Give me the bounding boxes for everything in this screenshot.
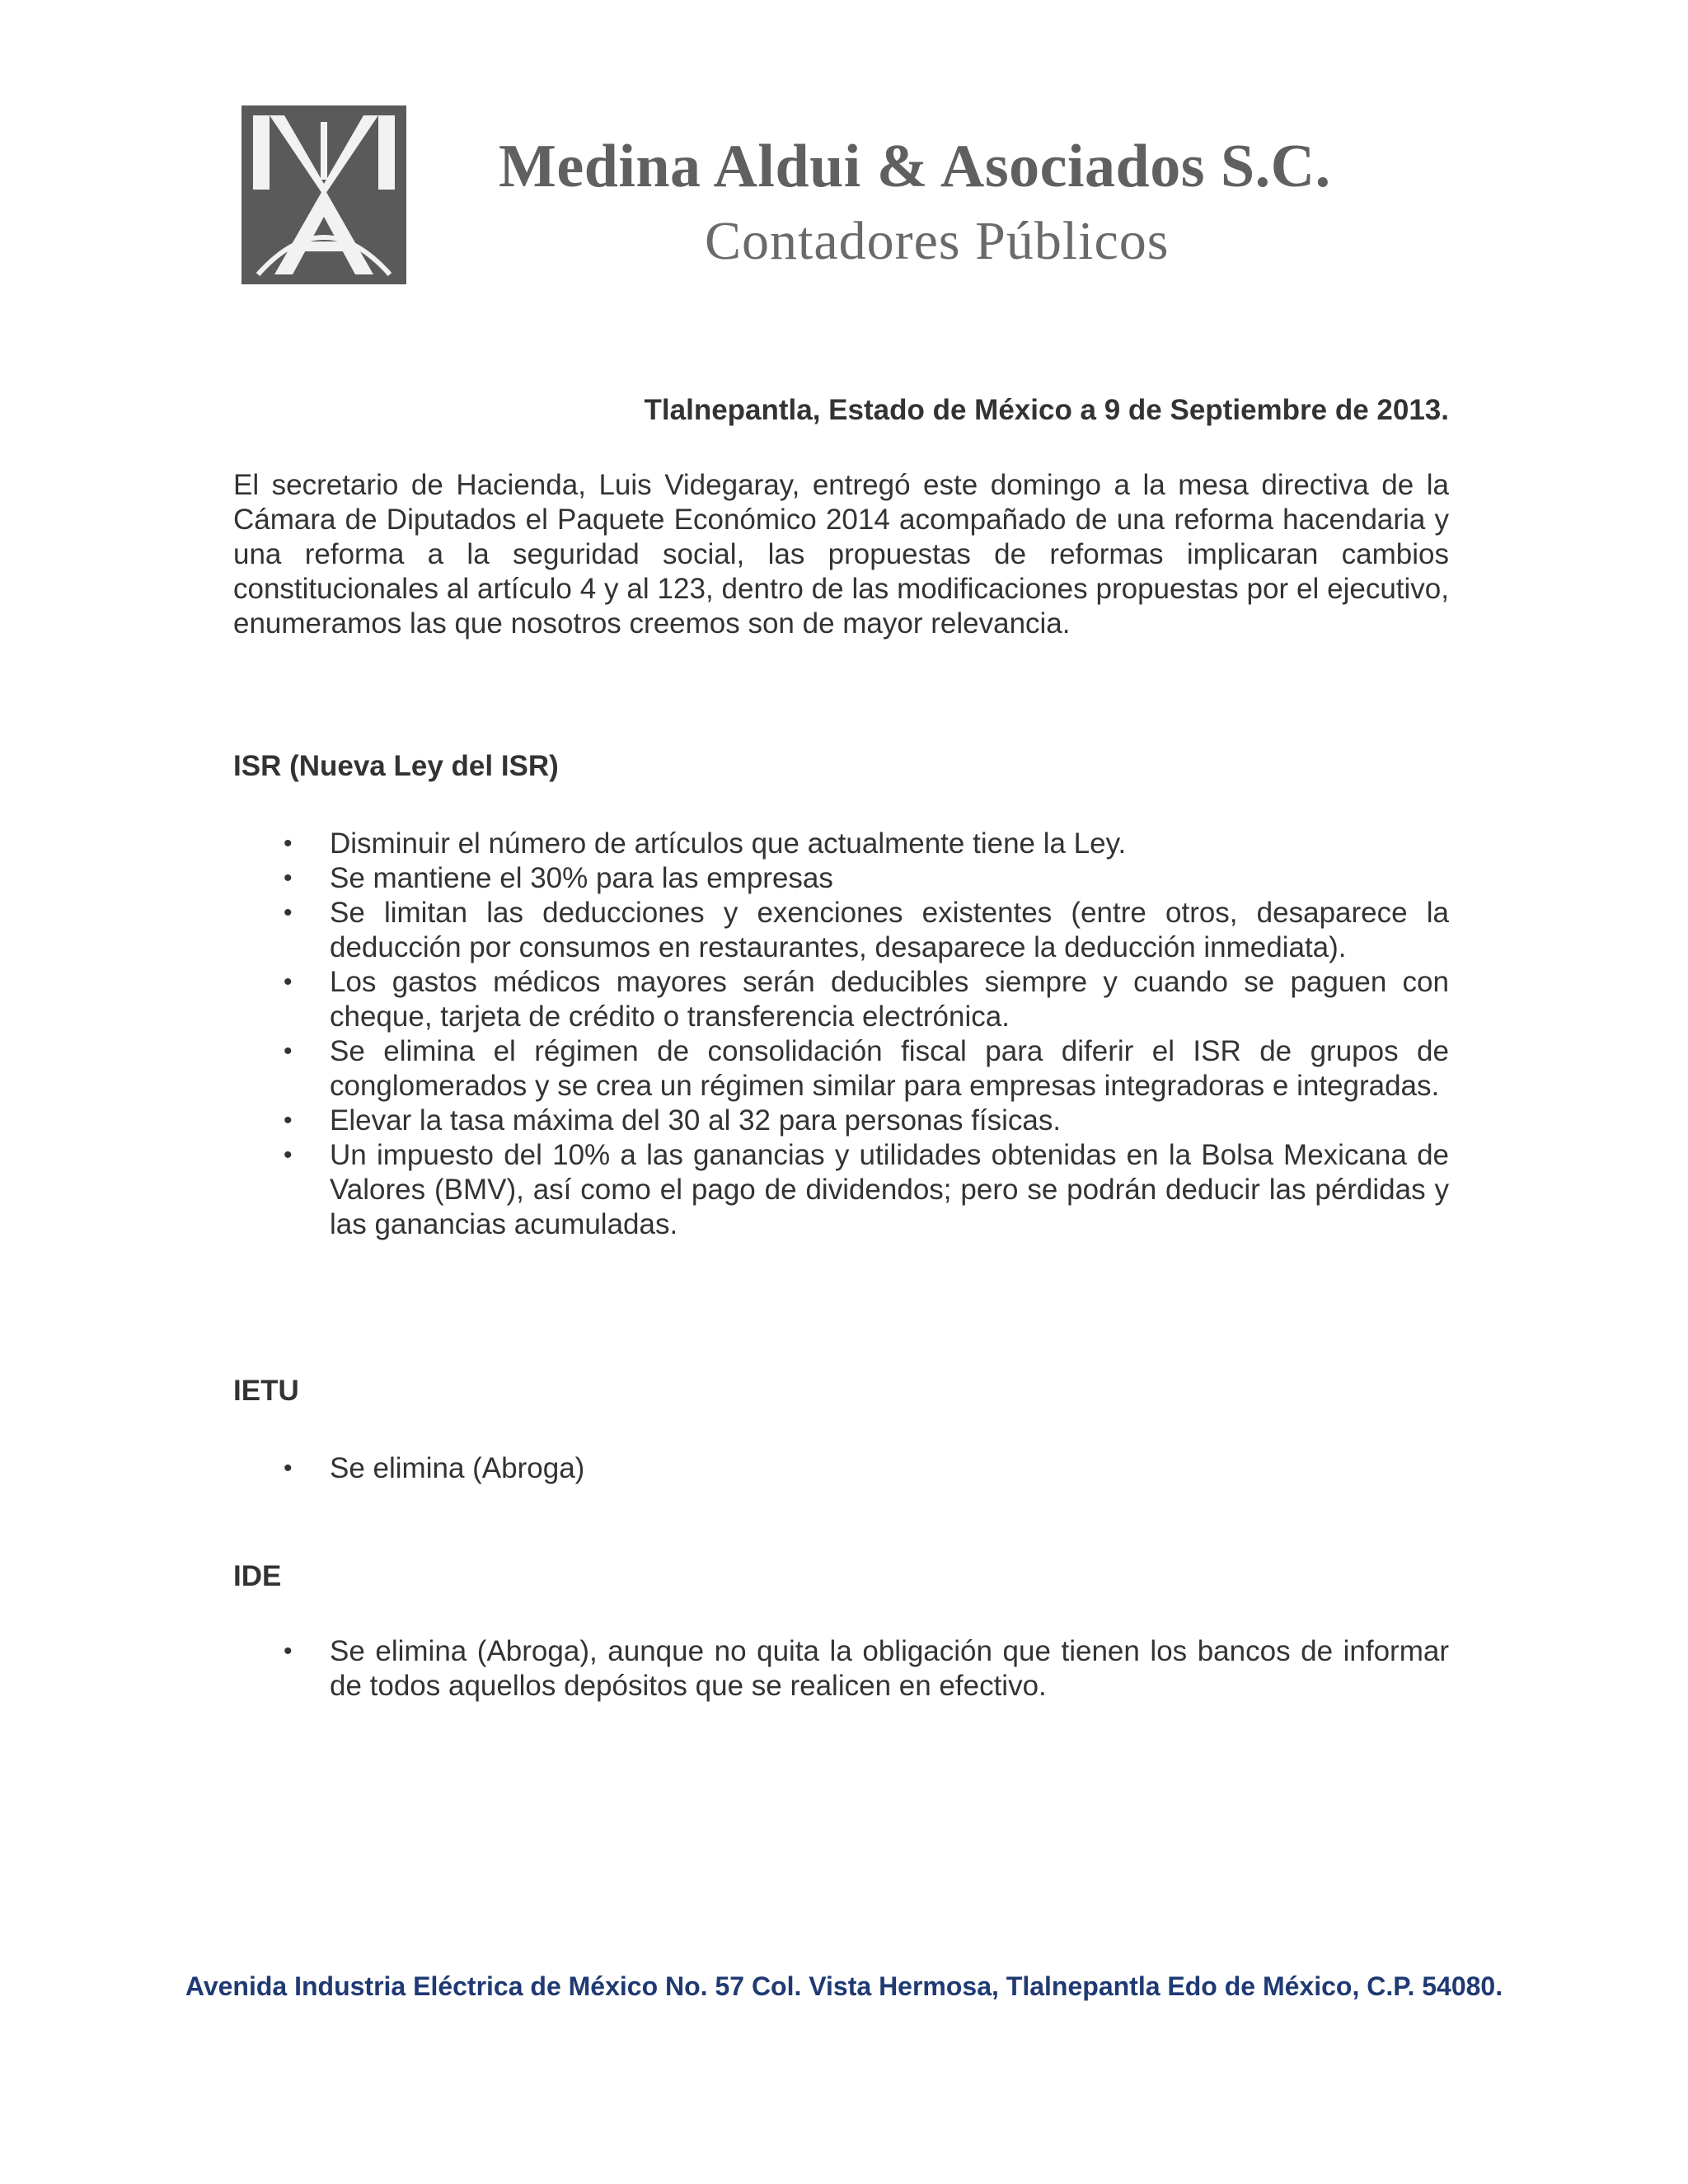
ide-bullet-list — [233, 1634, 1449, 1704]
list-item-text: Se elimina (Abroga), aunque no quita la obligación que tienen los bancos de informar de todos aquellos depósitos que se realicen en efectivo. — [330, 1635, 1449, 1702]
bullet-icon: • — [284, 1038, 293, 1065]
bullet-icon: • — [284, 968, 293, 996]
list-item-text: Se elimina el régimen de consolidación fiscal para diferir el ISR de grupos de conglomerados y se crea un régimen similar para empresas integradoras e integradas. — [330, 1035, 1449, 1102]
bullet-icon: • — [284, 865, 293, 892]
list-item-text: Elevar la tasa máxima del 30 al 32 para personas físicas. — [330, 1104, 1062, 1137]
intro-paragraph: El secretario de Hacienda, Luis Videgaray, entregó este domingo a la mesa directiva de la Cámara de Diputados el Paquete Económico 2014 acompañado de una reforma hacendaria y una reforma a la seguridad social, las propuestas de reformas implicaran cambios constitucionales al artículo 4 y al 123, dentro de las modificaciones propuestas por el ejecutivo, enumeramos las que nosotros creemos son de mayor relevancia. — [233, 469, 1449, 640]
list-item-text: Los gastos médicos mayores serán deducibles siempre y cuando se paguen con cheque, tarjeta de crédito o transferencia electrónica. — [330, 966, 1449, 1033]
list-item — [233, 1634, 1449, 1704]
list-item — [233, 896, 1449, 965]
list-item-text: Un impuesto del 10% a las ganancias y utilidades obtenidas en la Bolsa Mexicana de Valores (BMV), así como el pago de dividendos; pero se podrán deducir las pérdidas y las ganancias acumuladas. — [330, 1139, 1449, 1240]
section-title-ide: IDE — [233, 1560, 282, 1592]
list-item — [233, 1104, 1449, 1138]
bullet-icon: • — [284, 1638, 293, 1665]
list-item-text: Se elimina (Abroga) — [330, 1452, 585, 1484]
isr-bullet-list — [233, 827, 1449, 1242]
bullet-icon: • — [284, 830, 293, 857]
firm-subtitle: Contadores Públicos — [705, 211, 1170, 271]
list-item — [233, 1034, 1449, 1104]
ietu-bullet-list — [233, 1451, 1449, 1486]
bullet-icon: • — [284, 899, 293, 926]
list-item — [233, 861, 1449, 896]
bullet-icon: • — [284, 1141, 293, 1169]
list-item-text: Se limitan las deducciones y exenciones existentes (entre otros, desaparece la deducción por consumos en restaurantes, desaparece la deducción inmediata). — [330, 897, 1449, 963]
list-item-text: Disminuir el número de artículos que actualmente tiene la Ley. — [330, 827, 1127, 860]
list-item — [233, 965, 1449, 1034]
ma-monogram-logo-icon — [241, 105, 406, 284]
bullet-icon: • — [284, 1455, 293, 1482]
footer-address: Avenida Industria Eléctrica de México No. 57 Col. Vista Hermosa, Tlalnepantla Edo de México, C.P. 54080. — [185, 1971, 1503, 2001]
section-title-ietu: IETU — [233, 1375, 299, 1407]
list-item — [233, 1451, 1449, 1486]
section-title-isr: ISR (Nueva Ley del ISR) — [233, 750, 559, 782]
list-item — [233, 827, 1449, 861]
bullet-icon: • — [284, 1107, 293, 1134]
date-line: Tlalnepantla, Estado de México a 9 de Septiembre de 2013. — [644, 394, 1449, 426]
list-item-text: Se mantiene el 30% para las empresas — [330, 862, 833, 894]
list-item — [233, 1138, 1449, 1242]
firm-name: Medina Aldui & Asociados S.C. — [499, 133, 1331, 200]
